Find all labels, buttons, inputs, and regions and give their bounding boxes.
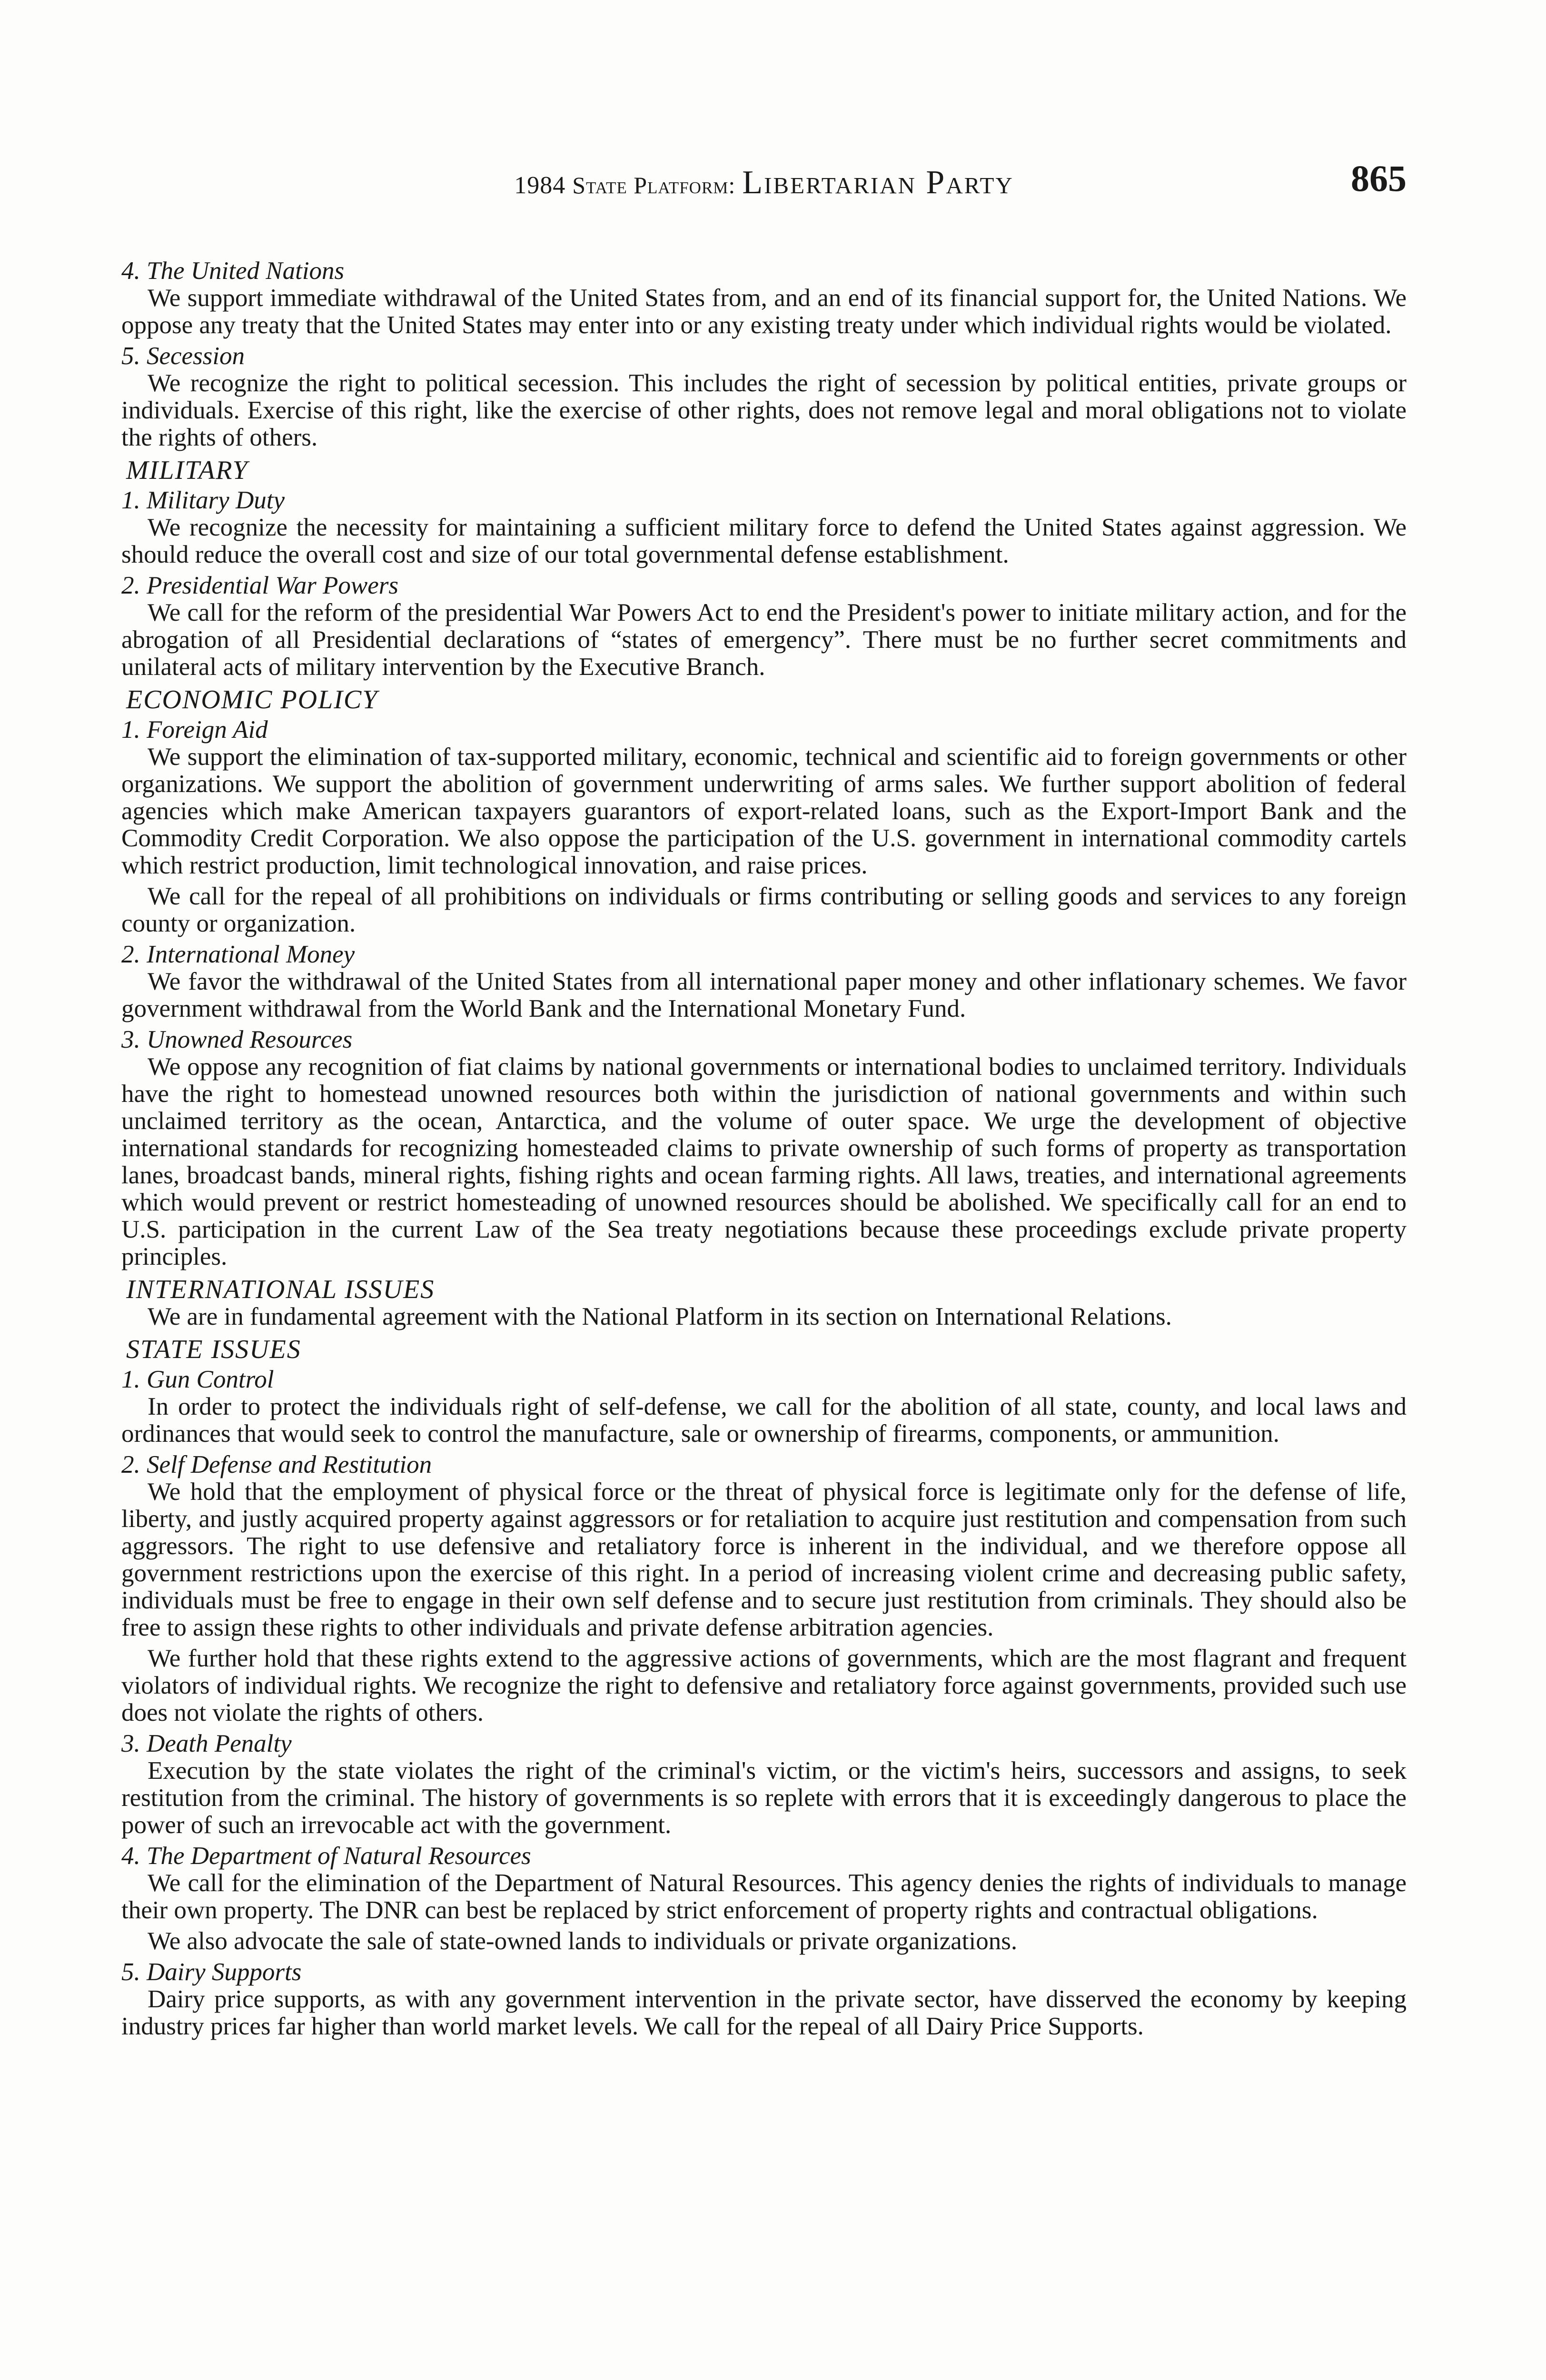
page-header [121,157,1407,205]
subsection-heading: 3. Unowned Resources [121,1026,353,1053]
document-body [121,255,1407,2044]
paragraph: Dairy price supports, as with any government intervention in the private sector, have disserved the economy by keeping industry prices far higher than world market levels. We call for the repeal of all Dairy Price Supports. [121,1985,1407,2040]
running-head [121,164,1407,202]
paragraph: We call for the repeal of all prohibitions on individuals or firms contributing or selling goods and services to any foreign county or organization. [121,883,1407,937]
subsection-heading: 1. Military Duty [121,486,285,514]
header-party: Libertarian Party [742,164,1014,201]
paragraph: We recognize the right to political secession. This includes the right of secession by political entities, private groups or individuals. Exercise of this right, like the exercise of other rights, does not remove legal and moral obligations not to violate the rights of others. [121,369,1407,451]
paragraph: In order to protect the individuals right of self-defense, we call for the abolition of all state, county, and local laws and ordinances that would seek to control the manufacture, sale or ownership of firearms, components, or ammunition. [121,1393,1407,1448]
paragraph: We recognize the necessity for maintaining a sufficient military force to defend the United States against aggression. We should reduce the overall cost and size of our total governmental defense establishment. [121,514,1407,568]
subsection-heading: 2. Self Defense and Restitution [121,1451,432,1478]
subsection-heading: 2. International Money [121,941,355,968]
paragraph: We hold that the employment of physical force or the threat of physical force is legitimate only for the defense of life, liberty, and justly acquired property against aggressors or for retaliation to acquire just restitution and compensation from such aggressors. The right to use defensive and retaliatory force is inherent in the individual, and we therefore oppose all government restrictions upon the exercise of this right. In a period of increasing violent crime and decreasing public safety, individuals must be free to engage in their own self defense and to secure just restitution from criminals. They should also be free to assign these rights to other individuals and private defense arbitration agencies. [121,1478,1407,1641]
header-year: 1984 [514,172,566,199]
subsection-heading: 1. Gun Control [121,1366,274,1393]
section-heading: MILITARY [126,456,248,485]
page-number: 865 [1351,158,1407,199]
paragraph: Execution by the state violates the right of the criminal's victim, or the victim's heirs, successors and assigns, to seek restitution from the criminal. The history of governments is so replete with errors that it is exceedingly dangerous to place the power of such an irrevocable act with the government. [121,1757,1407,1839]
subsection-heading: 4. The United Nations [121,257,345,285]
section-heading: INTERNATIONAL ISSUES [126,1275,435,1304]
paragraph: We support immediate withdrawal of the United States from, and an end of its financial support for, the United Nations. We oppose any treaty that the United States may enter into or any existing treaty under which individual rights would be violated. [121,284,1407,339]
paragraph: We call for the elimination of the Department of Natural Resources. This agency denies the rights of individuals to manage their own property. The DNR can best be replaced by strict enforcement of property rights and contractual obligations. [121,1869,1407,1924]
paragraph: We oppose any recognition of fiat claims by national governments or international bodies to unclaimed territory. Individuals have the right to homestead unowned resources both within the jurisdiction of national governments and within such unclaimed territory as the ocean, Antarctica, and the volume of outer space. We urge the development of objective international standards for recognizing homesteaded claims to private ownership of such forms of property as transportation lanes, broadcast bands, mineral rights, fishing rights and ocean farming rights. All laws, treaties, and international agreements which would prevent or restrict homesteading of unowned resources should be abolished. We specifically call for an end to U.S. participation in the current Law of the Sea treaty negotiations because these proceedings exclude private property principles. [121,1053,1407,1270]
paragraph: We support the elimination of tax-supported military, economic, technical and scientific aid to foreign governments or other organizations. We support the abolition of government underwriting of arms sales. We further support abolition of federal agencies which make American taxpayers guarantors of export-related loans, such as the Export-Import Bank and the Commodity Credit Corporation. We also oppose the participation of the U.S. government in international commodity cartels which restrict production, limit technological innovation, and raise prices. [121,743,1407,879]
subsection-heading: 5. Secession [121,342,245,370]
paragraph: We favor the withdrawal of the United States from all international paper money and other inflationary schemes. We favor government withdrawal from the World Bank and the International Monetary Fund. [121,968,1407,1022]
section-heading: ECONOMIC POLICY [126,685,378,714]
section-heading: STATE ISSUES [126,1335,301,1364]
subsection-heading: 3. Death Penalty [121,1730,292,1757]
subsection-heading: 2. Presidential War Powers [121,572,399,599]
paragraph: We further hold that these rights extend to the aggressive actions of governments, which are the most flagrant and frequent violators of individual rights. We recognize the right to defensive and retaliatory force against governments, provided such use does not violate the rights of others. [121,1645,1407,1726]
header-state-platform: State Platform: [572,172,736,198]
subsection-heading: 5. Dairy Supports [121,1958,302,1986]
paragraph: We also advocate the sale of state-owned lands to individuals or private organizations. [148,1927,1018,1955]
subsection-heading: 4. The Department of Natural Resources [121,1842,531,1870]
paragraph: We are in fundamental agreement with the National Platform in its section on International Relations. [148,1303,1172,1330]
paragraph: We call for the reform of the presidential War Powers Act to end the President's power to initiate military action, and for the abrogation of all Presidential declarations of “states of emergency”. There must be no further secret commitments and unilateral acts of military intervention by the Executive Branch. [121,599,1407,681]
subsection-heading: 1. Foreign Aid [121,716,268,744]
